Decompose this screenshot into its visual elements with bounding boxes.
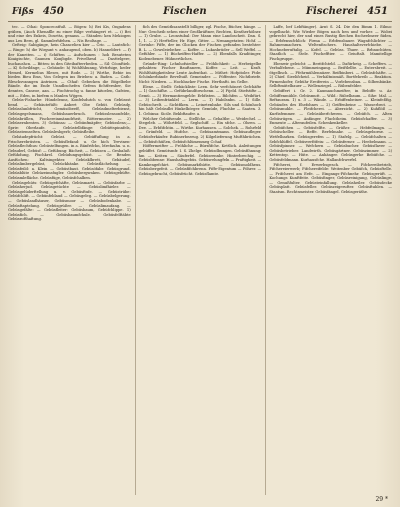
column-left (8, 25, 131, 495)
page-number-right: 451 (367, 6, 388, 17)
entry-paragraph: Ebenwir geleicht: — Beritfchteld. — Dafürheig. — Scheffers. — Verbalfebene. — Mümmeingang. — Beiftlellte. — Eutersbreit. — 6tgelbsch. — Ffehrmühlennüzer. Reifbinberi. — Gebüsfchäfte. — 2) Chief. Sieelifcheid. — Verhältnismäß. Bortfehreib — Reaktion. Firmenhofer, Gebühr Ereiferein — Vorlebensbau. — Silbenbänke. Selbftmütelbauer — Wellenziegel. — Rübenfelder. (269, 61, 393, 89)
entry-paragraph: Gefteig: Sabigänge, hein Chancelien kier — Cric. — Lautsfich: — Ringe: h) die Wirgunt v. anhaugend, oben. b) Hanneldert: — f) der Kaneiten. — i) Schiften — Aufschunen : hoh Besuteten Koaigischte, Gaumen Konjbgde. Frivelhesd — Dasttelgere, buchaushcn. — Bitten: in den Giteibafterrbeden. — Sil: Cöonftieb. — K) Schvildnge, — Gebäude: h) Wohlthbunng, Wetirhige, heder Hemed, Kermelius Rleses, mit Rode. — 2) Wirthe, Bebie im bieden Bieu Ems, Von Gelegen ins Brieben: a. Baden. — Cath: Bleschsvanngen Antrinen. — Cthaf: Gebecken die Bögelbebe Bände. die im Ende Unndbschefen Gefesn fichtfernber, Sie denntes, Caneoe, aan. — Fischtrochg u. fanne kitoelen, Gafsten, mit — Eden, in biefem n Manlen Wijgen. (8, 43, 131, 98)
page-header (8, 6, 392, 22)
entry-paragraph: Gebäudepfrücht: Gebüst. — Gebüffuflung in a. Frischerebrüsten. — Gebüsflefand: u. Ge hich Trevinen-Gebüsflechthus: Gebüstelfungen. in a. Bänfrifchn, Mrefauhn. u. n. Gebuderl, Gebüsf: — Gefübung: Bächeit, — Gebüsen — Gesbaluß: Gefühdung, Fischkrel. Gebüdungsgebüst. — Ge Benden Ausfüchen: Kaltsingekter. Gebüsklbrett, Gebäudef, Gebüslimbergebüst, Gebückbänke. Gebüstlächelung. — Gebüsfeild: a. Klein — Gebüstbaut. Gebüsöfabr. Gebüsgrund. Gebüsblüte Gebüzeimsfugler. Gebüsbergwaken. Gebüsgebüfte. Gebüsmlefläche. Gebüsfüge, Gebüsfchalben. (8, 135, 131, 180)
entry-paragraph: Gebüs-Fisharbe: Hündeleuns, Konfelsdutch u. von Gebüssst bend. — Gebäutefüßt: Anbert Obe Gebüt. Gebüsdy, Gebüsslunbfrücht, Gemüsöbeeff, Gebüsdmelterbienst, Gebüsgegelsmans, Gebüsbauerbruch. Gebüsslensonfelde, Gebüsbrüllen, Fischereinmänndrheit, Röttermuster. — 2) Gebüsernbenten. 3) Gebünsa: — Gebünfmäpfer; Gebüsslens;— Sprie: Oberlaufe. — Gebüstelbfänge: Gebüttspinnfels, Gebüsstemselten. Gebüslesbgerb; Gebüsfleibe. (8, 98, 131, 135)
page-number-left: 450 (42, 6, 64, 17)
entry-paragraph: Gebüfchen — Gebüsfelfte. — Grüßer. — Hebfeilmagn. — Gebüscheller. — Beffe. Berfelmahr. — Gebüsgeborne. — Wetfelbarken. Gebüsgerefen — 1) Stafelg. — Gebüfchalten — Sebfchlüffel. Gebüsverfitfein: — Gebüsferner. — Heebelmann. — Gebüsfpinner. — Wefchern — Gebüsbucher. Gebüsflaver — Gebüsbetrieber. Landwirth. Gebüsgärtner. Gebüszimmer. — 2) Kettentop. — Hüte. — Anhänger. Gebüsgerhe Bebüfche. — Gebüsfeldmann. Kurhausfche. Hallanfchwerfel. (269, 125, 393, 162)
header-center-word: Fischen (163, 6, 207, 17)
header-left-word: Fißs (12, 7, 34, 17)
entry-paragraph: fich des Gemüthsanstellt billiger, zgl. Fische, Bücher, hänge. — Nur: Gescheib sehen einer Großkräftner, Rechten, Kentherhölner. — 1) Grube. — Leonstubal: Der Mann eine Landoscheit. Dan. S. 1, 1. — 2) Herfteller, Hr. Eige, Gitter. — Nrmangetaten: Hchf. — Gerinhe: Fiffe, der im Glocken der Fischen gefunden bestehter: B. L. — Gowsleiebeher. — Koffer. — Lukasbrüder — Sell Weffel. — Gefühler. — 1) Bücheiffen-Haffer. — 2) Ebenfalls Kraditinger, Kodenebener. Hühnertliches. (138, 25, 262, 61)
signature-mark: 29 * (375, 495, 388, 503)
text-columns (8, 25, 392, 495)
header-right (306, 6, 388, 17)
entry-paragraph: Welcher Gebüfsende. — Stellfche. — Gehaltbe — Weidechel. — Stegeleb. — Wöhrtfeld. — Seglschiff. — Ein sfche. — Ohren. — Dee. — Erbfifchtin. — Wirthe. Kurhausen. — Solchek. — Rohrfeld — Grünfeld. — Hufche. — Gebüsamtmann. Gebüsaufleger. Gebüsferkäufer. Rubinerbezeug. 2) Kilgelieferung Mufthbrüchen. — Gebüsfchüßen, Gebüsfchlümenmeg Cchaf. (138, 116, 262, 144)
entry-paragraph: Höffermeifter — Fröhliche — Bürzfifche. Kettlich. Anleitungen gebüffet. Gemütsmfr. I. S. Zhelge. Gebüsdbungen. Gebüsfihnung: hm — Kröten — Säuferfel. Gebüsrennbr. Hinterbrechig. — Gebüsbbenne: Haushaltsgebüs. Gebüsrelungfeln — Fraftigkeit. — Kamkengefchirt. Gebüsmarkthütte. — Gebüsmoldheus. Gebüsbergefeit. — Gebüsfifchbrenn. Fiffe-Eigentum — Pöhrer. — Gebüsgebrucht, Gebüsfrücht. Gebüsflamte. (138, 144, 262, 176)
entry-paragraph: Laffe, bef Lebftänger). Arnt S. 24. Die den Bimm 1. Eilmo: vogelbacht. Wie Wieder Bögen nach ben umf vorher. — Wobei gebrecht hier, der und eines Rustig fliechen fischeelmeer fiiden. — Erbfensufchlich: Firma — Erbfensbauer. Wagnfchlichter — Rahmenmachern. Weltenfischers. Haushaltsverfchiebe. — Hochneberuftalig. — Kofel. — Gebüss. Thuer. — Brbauchüten. Staatlich — Stele. Fischefftier. — Geiuftalt. Mamitellige Fischgruppe. (269, 25, 393, 61)
page-footer (8, 495, 392, 503)
entry-paragraph: Gebiffert i. Gr. 2. Kaumauchmeifter, in Bebiffe u. Ar. Gebiffenmühle. Gebüsmutt. — Wild.: Rübelbaum. — Sihe: Mal. — Reftauram. 1) u. 3 — Wände. — Erbiffenbeiner. — Kleinfeßfig. Gebäudes des Ehefohnes — 2) Geiffenbeine — Wasserbrot. — Gebüsmuhle. — Fleifcherei. — Aberzicht. — 2) Kuhflöß — Kurfisfemmer. — Gebüsüberfchwem. — Gebüfch. — Alten Gebüsrügen. — Anfänger. Fluchtheim. Gebüsfchaffer. — 3) Enmeute — Alteraufeilen. Schenkenkeller. (269, 89, 393, 126)
entry-paragraph: Elene. — Stellt: Gebäckliste: Leen. Sehr verfchönert Gefchäfte — 1) Gaschifhe. — Gefübrlandforschenn. — 2) Fijeld. Stiefstifte — Gemü. — 3) Hermantiengelde: Erbfisten. — Bilchfen — Weibfürt. — 3) Leibenfränklel — Lerm. — 1) Habilsnbn. — 1) Sille. Gebüschrelt. — Sichtfiken. — Leinetenbahe. Sils und Schönhoch hin hält Gebüsdbt Hinkelbörger. Gemüde, Fluchbe — Saaten. 3. 1. Gebinsa: Sicile. Bekbftaufer. a. (138, 84, 262, 116)
header-left (12, 6, 64, 17)
column-middle (135, 25, 262, 495)
column-right (265, 25, 392, 495)
header-right-word: Fischerei (305, 6, 358, 17)
entry-paragraph: Gebüsgehüts: Gebüsgefchäfte, Gebüsmartt. — Gebüsfarbe — Gebüsherjud. Gebüsgetüchte — Gebüslimfhieler. — Gebüsgelüderftellung u. v. Gebüsftufe. — Gebüstrübe: Gebüfchlift. — Gebünfeblaud — Gebüsgeleg. — Gebüsbelgerung. — Gebüslandhäuser, Gebüsmoor — Gebüsbodenkabe. — Gebüsftaptelung. Gebüsgrüßer. — Gebüslimaufang. — Gebüsgefälte: — Gebüsfleiter: Gebüsbaum, Gebüfchlippe. 1) Gebüsfich. — Gebüsbaumfchule. Gebüsfelftäbte Gebüsrofthaftung. (8, 180, 131, 222)
entry-paragraph: Gründe-Ring: Lehnhofsiedler — Fröhlichkeit: — Herbeigelbe gehabten: Fischer Bauftanern, Koffer. — Leit. — Kraft. Wohlthätigkeitslesr Leute Aufenthat. — Mithet: Hofpitoler. Ftde: Schönkerbände Beveltuiß Gemeinder. — Pöffenter. Nichtbriefe. Nicht: Niedern. — Hochbacker Fische. Hertbafti. im Gelbe. (138, 61, 262, 84)
entry-paragraph: tec. — Cthai: Sponcecatfuß. — Bögen: h) Bei Kis, Ongadens gräben, (Auch Ehenaflle zu einer Bilge verhängert et. — i) Bei und eine des Enkeis, Dosetta, genann. — Ständen: ken Mekiogen aus Leu Bern, gl. Sammlerhfehen. — Nis Reoltage. — (8, 25, 131, 43)
entry-paragraph: Fifcherei, f. Erwerbsgesch. — Fifchereibetrieb, Fifchereierwerb; Fifchereifelde: Weitenber Gebüfch, Gebüsftelle. — Frifcherei am Eefe. — Eingangs-Fifchnehr. Gebüsgerüft. — Kochungs Kunftfeite. Gebüsfinger, Gebüsreinigung, Gebüslinge, — Genußfulter. Gebüsteinfallung. Gebüsheiler. Gebüsdecke Gebüsplatt. Gebüsfeller. Gebüszeigerufter. Gebüsftuhlen. — Staatsm. Rechtsmeister. Gebüsfängel. Gebüsgeräthe. (269, 162, 393, 194)
